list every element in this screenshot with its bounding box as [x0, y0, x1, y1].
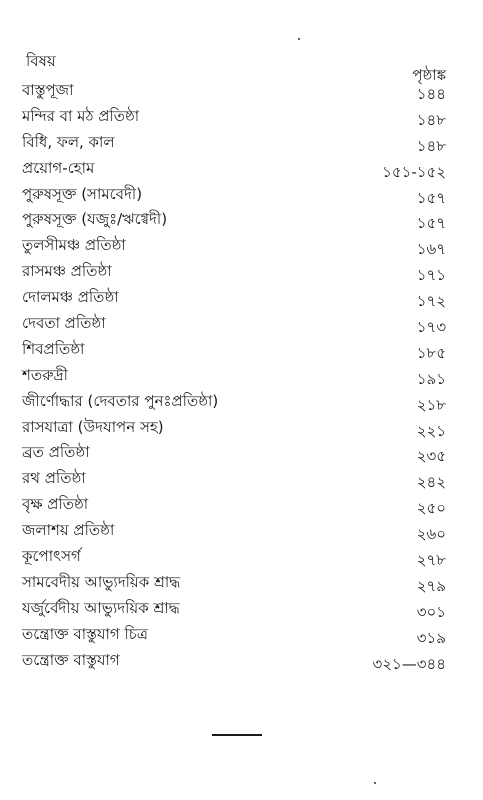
entry-title: প্রয়োগ-হোম [22, 158, 95, 177]
entry-title: তন্ত্রোক্ত বাস্তুযাগ চিত্র [22, 624, 148, 643]
entry-page: ২৭৮ [416, 551, 446, 570]
toc-row [22, 440, 446, 466]
entry-page: ২৬০ [416, 525, 446, 544]
entry-title: ব্রত প্রতিষ্ঠা [22, 443, 90, 462]
entry-page: ১৭২ [416, 292, 446, 311]
toc-row [22, 182, 446, 208]
entry-page: ২৭৯ [416, 576, 446, 595]
toc-row [22, 648, 446, 674]
entry-page: ১৫৭ [416, 214, 446, 233]
toc-row [22, 156, 446, 182]
entry-page: ১৪৪ [416, 85, 446, 103]
entry-title: বৃক্ষ প্রতিষ্ঠা [22, 495, 89, 514]
toc-row [22, 466, 446, 492]
entry-title: জলাশয় প্রতিষ্ঠা [22, 521, 115, 540]
entry-page: ১৫১-১৫২ [382, 162, 446, 181]
toc-row [22, 285, 446, 311]
entry-title: রাসযাত্রা (উদযাপন সহ) [22, 417, 164, 436]
entry-title: শতরুদ্রী [22, 365, 68, 384]
end-rule-divider [212, 734, 262, 736]
toc-row [22, 104, 446, 130]
entry-title: বাস্তুপূজা [22, 81, 74, 99]
entry-title: পুরুষসূক্ত (সামবেদী) [22, 184, 143, 203]
entry-title: দোলমঞ্চ প্রতিষ্ঠা [22, 288, 119, 307]
print-speck [298, 38, 300, 40]
toc-header [26, 50, 446, 84]
entry-title: পুরুষসূক্ত (যজুঃ/ঋগ্বেদী) [22, 210, 168, 229]
toc-row [22, 596, 446, 622]
entry-page: ২১৮ [416, 395, 446, 414]
toc-row [22, 78, 446, 104]
entry-page: ১৫৭ [416, 188, 446, 207]
page-column-label: পৃষ্ঠাঙ্ক [412, 66, 446, 84]
toc-row [22, 622, 446, 648]
entry-page: ১৯১ [416, 369, 446, 388]
entry-title: কূপোৎসর্গ [22, 547, 81, 566]
entry-page: ২৩৫ [416, 447, 446, 466]
toc-row [22, 570, 446, 596]
entry-title: সামবেদীয় আভ্যুদয়িক শ্রাদ্ধ [22, 572, 181, 591]
entry-page: ২২১ [416, 421, 446, 440]
toc-row [22, 311, 446, 337]
toc-row [22, 207, 446, 233]
entry-title: তন্ত্রোক্ত বাস্তুযাগ [22, 650, 120, 669]
toc-row [22, 518, 446, 544]
entry-title: যর্জুর্বেদীয় আভ্যুদয়িক শ্রাদ্ধ [22, 598, 180, 617]
toc-row [22, 363, 446, 389]
toc-row [22, 337, 446, 363]
entry-title: শিবপ্রতিষ্ঠা [22, 339, 85, 358]
entry-page: ২৫০ [416, 499, 446, 518]
entry-title: দেবতা প্রতিষ্ঠা [22, 314, 106, 333]
subject-column-label: বিষয় [26, 52, 56, 70]
table-of-contents [22, 78, 446, 673]
entry-page: ১৭১ [416, 266, 446, 285]
entry-title: জীর্ণোদ্ধার (দেবতার পুনঃপ্রতিষ্ঠা) [22, 391, 219, 410]
entry-page: ৩২১—৩৪৪ [372, 654, 446, 673]
entry-title: তুলসীমঞ্চ প্রতিষ্ঠা [22, 236, 126, 255]
toc-row [22, 389, 446, 415]
entry-page: ১৭৩ [416, 318, 446, 337]
entry-page: ১৪৮ [416, 136, 446, 155]
entry-page: ৩১৯ [416, 628, 446, 647]
toc-row [22, 492, 446, 518]
toc-row [22, 415, 446, 441]
entry-page: ২৪২ [416, 473, 446, 492]
entry-title: রথ প্রতিষ্ঠা [22, 469, 86, 488]
entry-page: ১৬৭ [416, 240, 446, 259]
toc-row [22, 259, 446, 285]
print-speck [374, 782, 376, 784]
entry-title: রাসমঞ্চ প্রতিষ্ঠা [22, 262, 112, 281]
toc-row [22, 233, 446, 259]
toc-row [22, 130, 446, 156]
entry-page: ৩০১ [416, 602, 446, 621]
entry-page: ১৪৮ [416, 110, 446, 129]
entry-page: ১৮৫ [416, 343, 446, 362]
entry-title: বিধি, ফল, কাল [22, 132, 115, 151]
entry-title: মন্দির বা মঠ প্রতিষ্ঠা [22, 106, 140, 125]
toc-row [22, 544, 446, 570]
